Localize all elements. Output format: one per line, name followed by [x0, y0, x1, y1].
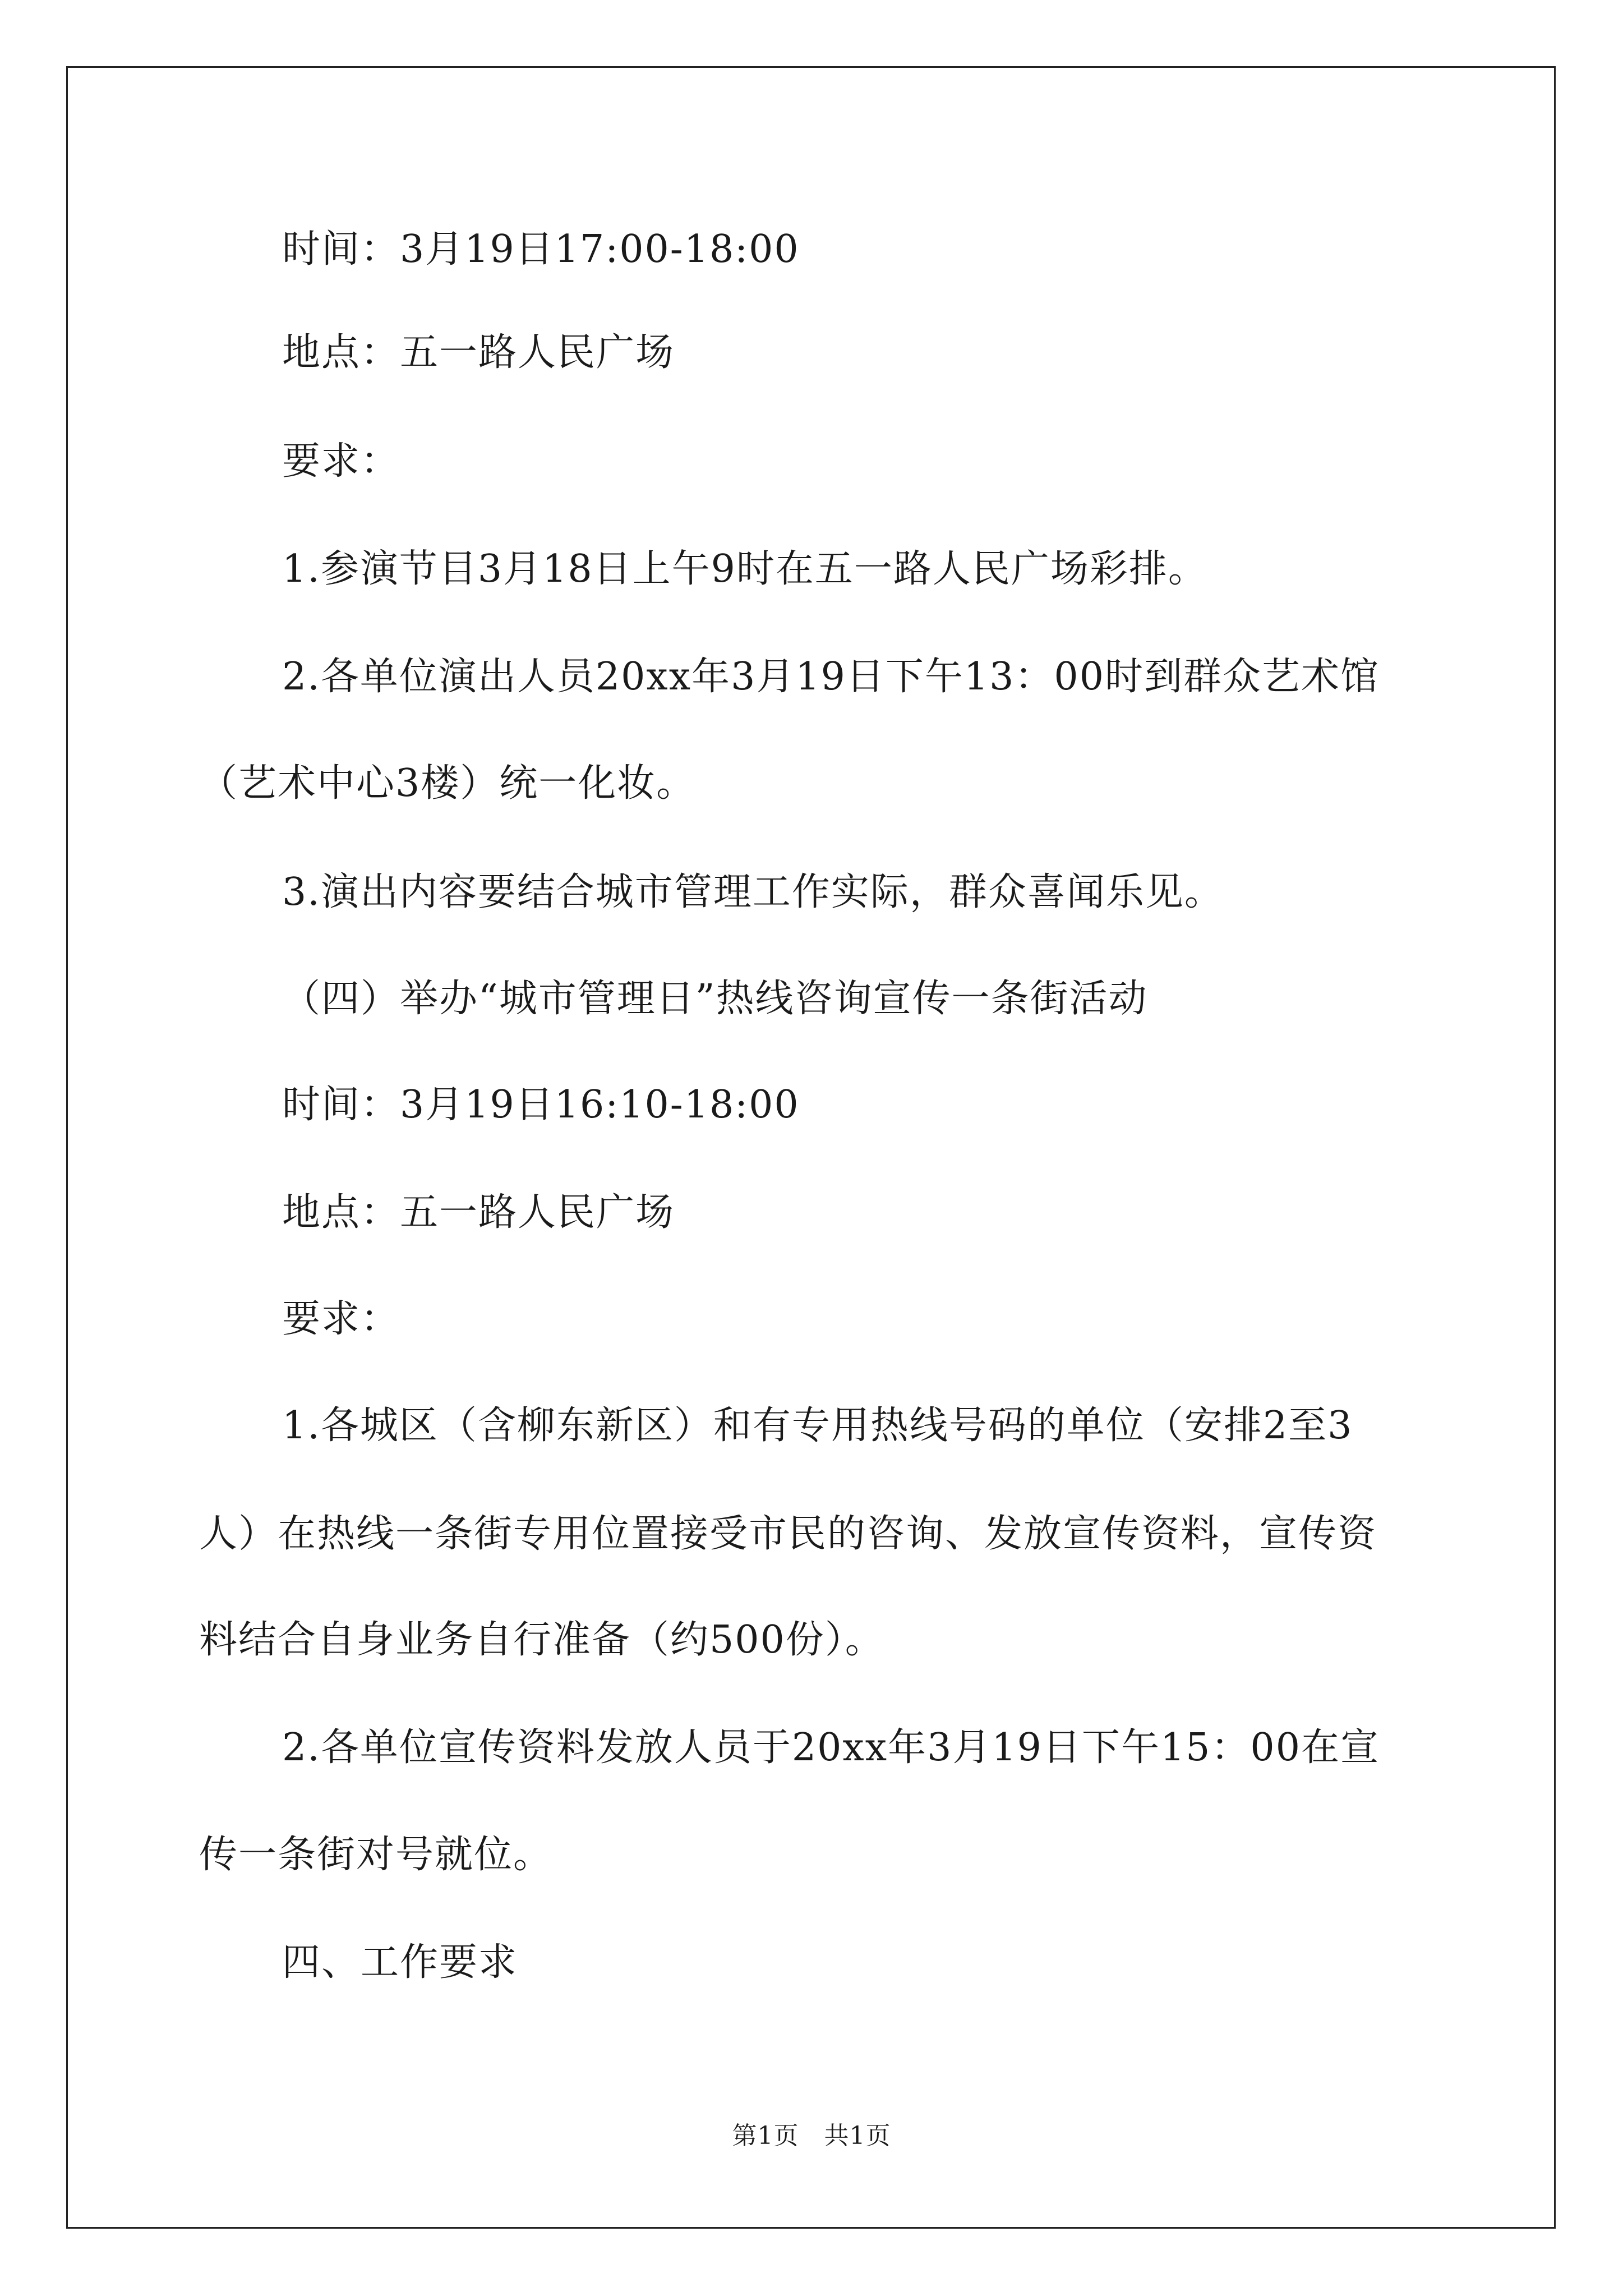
text-line: 时间：3月19日17:00-18:00 [282, 227, 800, 272]
page-number-footer: 第1页 共1页 [732, 2122, 891, 2150]
text-line: （艺术中心3楼）统一化妆。 [199, 761, 696, 806]
text-line: 地点：五一路人民广场 [282, 330, 675, 375]
text-line: 人）在热线一条街专用位置接受市民的咨询、发放宣传资料，宣传资 [199, 1512, 1377, 1556]
text-line: 地点：五一路人民广场 [282, 1190, 675, 1235]
text-line: 传一条街对号就位。 [199, 1833, 553, 1877]
text-line: 1.参演节目3月18日上午9时在五一路人民广场彩排。 [282, 547, 1207, 591]
text-line: 时间：3月19日16:10-18:00 [282, 1083, 800, 1127]
text-line: 2.各单位演出人员20xx年3月19日下午13：00时到群众艺术馆 [282, 655, 1380, 699]
text-line: 要求： [282, 1297, 400, 1341]
section-heading: （四）举办“城市管理日”热线咨询宣传一条街活动 [282, 977, 1148, 1021]
text-line: 要求： [282, 439, 400, 484]
text-line: 1.各城区（含柳东新区）和有专用热线号码的单位（安排2至3 [282, 1404, 1353, 1448]
text-line: 2.各单位宣传资料发放人员于20xx年3月19日下午15：00在宣 [282, 1726, 1380, 1770]
section-heading: 四、工作要求 [282, 1940, 518, 1985]
text-line: 料结合自身业务自行准备（约500份）。 [199, 1618, 884, 1662]
page-border [66, 66, 1556, 2229]
text-line: 3.演出内容要结合城市管理工作实际，群众喜闻乐见。 [282, 870, 1224, 914]
